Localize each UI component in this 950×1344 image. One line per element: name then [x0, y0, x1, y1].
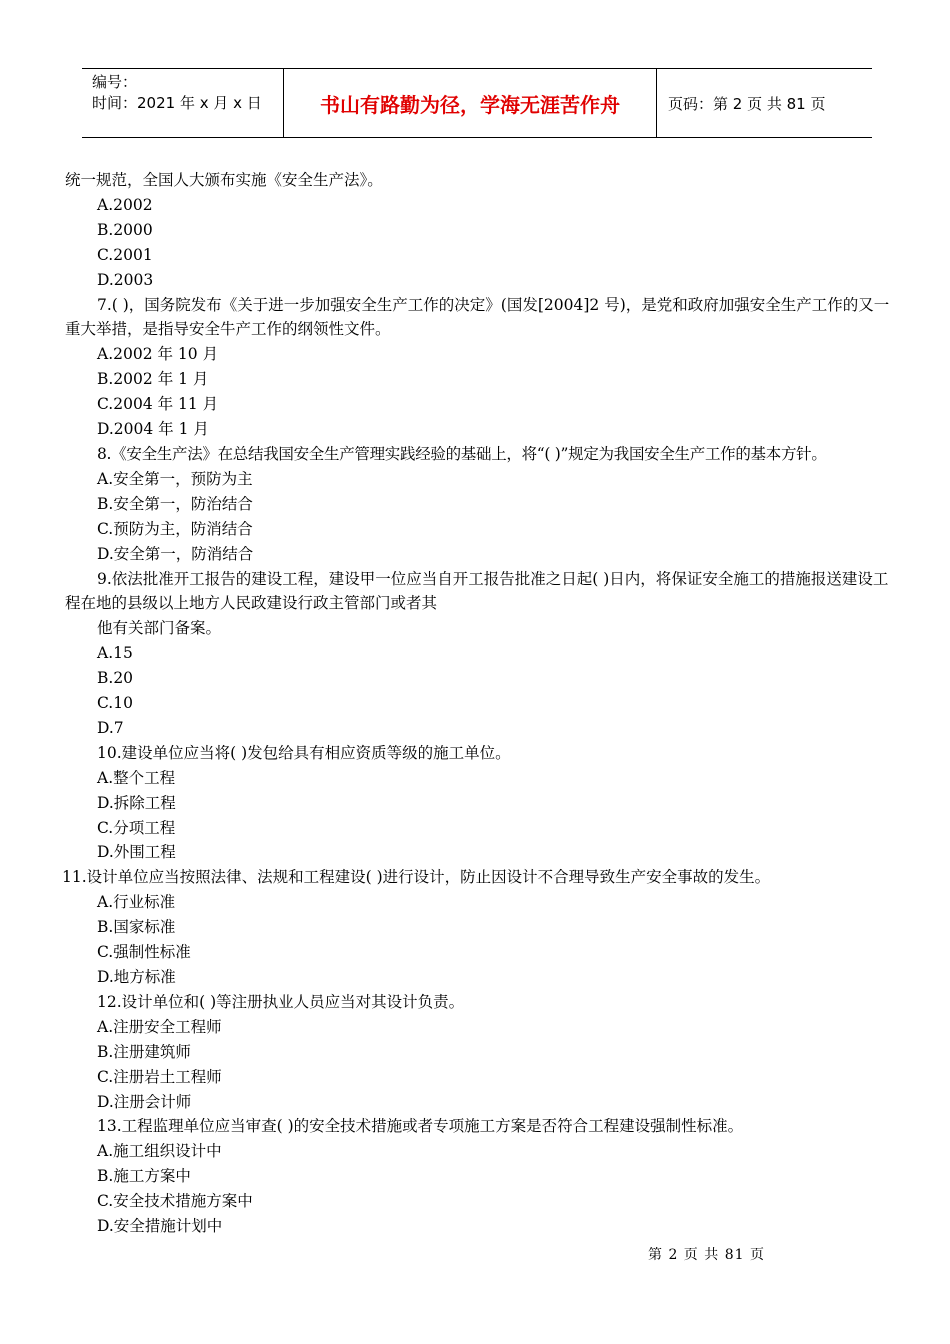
header-page-info: 页码：第 2 页 共 81 页	[668, 94, 826, 113]
option-c: C.强制性标准	[97, 943, 191, 962]
option-b: B.2000	[97, 220, 153, 239]
question-8: 8.《安全生产法》在总结我国安全生产管理实践经验的基础上，将“( )”规定为我国安全生产工作的基本方针。	[97, 444, 827, 463]
option-b: B.国家标准	[97, 918, 176, 937]
option-a: A.15	[97, 644, 133, 663]
question-12: 12.设计单位和( )等注册执业人员应当对其设计负责。	[97, 992, 465, 1011]
option-c: C.2004 年 11 月	[97, 395, 219, 414]
question-7: 7.( )，国务院发布《关于进一步加强安全生产工作的决定》(国发[2004]2 号)，是党和政府加强安全生产工作的又一重大举措，是指导安全牛产工作的纲领性文件。	[65, 295, 890, 339]
option-d: D.7	[97, 718, 124, 737]
option-a: A.安全第一，预防为主	[97, 469, 253, 488]
option-a: A.2002 年 10 月	[97, 345, 219, 364]
option-d: D.外围工程	[97, 843, 176, 862]
document-number-label: 编号：	[92, 73, 138, 91]
document-date: 时间：2021 年 x 月 x 日	[92, 94, 262, 112]
header-divider	[656, 69, 657, 137]
option-c: C.安全技术措施方案中	[97, 1192, 253, 1211]
question-10: 10.建设单位应当将( )发包给具有相应资质等级的施工单位。	[97, 743, 511, 762]
option-a: A.施工组织设计中	[97, 1142, 222, 1161]
header-slogan: 书山有路勤为径，学海无涯苦作舟	[320, 92, 620, 117]
option-b: B.20	[97, 669, 134, 688]
option-d: D.2003	[97, 270, 154, 289]
option-b: B.施工方案中	[97, 1167, 191, 1186]
question-9-continuation: 他有关部门备案。	[97, 619, 222, 638]
header-meta	[92, 72, 262, 114]
option-a: A.注册安全工程师	[97, 1017, 222, 1036]
option-a: A.整个工程	[97, 768, 176, 787]
question-continuation: 统一规范，全国人大颁布实施《安全生产法》。	[65, 171, 383, 189]
option-d: D.拆除工程	[97, 793, 176, 812]
question-9: 9.依法批准开工报告的建设工程，建设甲一位应当自开工报告批准之日起( )日内，将保证安全施工的措施报送建设工程在地的县级以上地方人民政建设行政主管部门或者其	[65, 569, 889, 613]
option-c: C.10	[97, 694, 133, 713]
option-c: C.2001	[97, 245, 153, 264]
option-b: B.安全第一，防治结合	[97, 494, 253, 513]
option-b: B.注册建筑师	[97, 1042, 191, 1061]
option-c: C.预防为主，防消结合	[97, 519, 253, 538]
document-body	[62, 168, 895, 1239]
page-footer: 第 2 页 共 81 页	[648, 1247, 765, 1263]
option-c: C.分项工程	[97, 818, 176, 837]
question-11: 11.设计单位应当按照法律、法规和工程建设( )进行设计，防止因设计不合理导致生产安全事故的发生。	[62, 868, 771, 887]
option-a: A.2002	[97, 195, 153, 214]
option-d: D.安全措施计划中	[97, 1217, 223, 1236]
question-13: 13.工程监理单位应当审查( )的安全技术措施或者专项施工方案是否符合工程建设强制性标准。	[97, 1117, 744, 1136]
option-d: D.地方标准	[97, 968, 176, 986]
option-c: C.注册岩土工程师	[97, 1067, 222, 1086]
option-d: D.注册会计师	[97, 1092, 192, 1111]
option-a: A.行业标准	[97, 893, 176, 912]
document-header	[82, 68, 872, 138]
option-d: D.2004 年 1 月	[97, 420, 209, 439]
option-d: D.安全第一，防消结合	[97, 544, 254, 563]
option-b: B.2002 年 1 月	[97, 370, 209, 389]
